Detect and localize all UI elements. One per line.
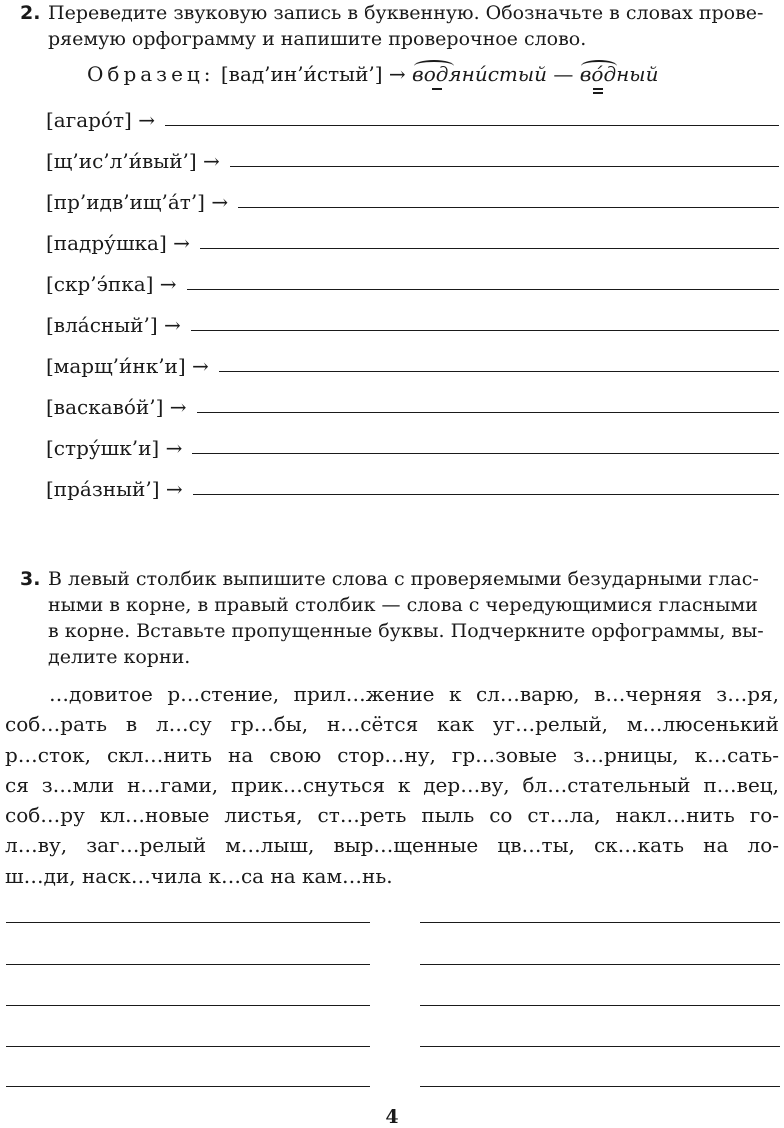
answer-line[interactable] [230, 166, 779, 167]
task-2-line: ряемую орфограмму и напишите проверочное слово. [48, 28, 587, 50]
exercise-row [46, 307, 779, 337]
left-column-line[interactable] [6, 1046, 370, 1047]
answer-line[interactable] [197, 412, 779, 413]
root-arc-mark [581, 60, 617, 72]
exercise-row [46, 348, 779, 378]
sample-line [87, 62, 658, 86]
answer-line[interactable] [187, 289, 779, 290]
transcription: [падру́шка] → [46, 231, 190, 255]
right-column-line[interactable] [420, 1086, 780, 1087]
transcription: [агаро́т] → [46, 108, 155, 132]
answer-line[interactable] [200, 248, 779, 249]
transcription: [пра́зный’] → [46, 477, 183, 501]
root-arc-mark [414, 60, 454, 72]
transcription: [вла́сный’] → [46, 313, 181, 337]
sample-dash: — [553, 62, 574, 86]
transcription: [щ’ис’л’и́вый’] → [46, 149, 220, 173]
arrow-icon: → [388, 62, 406, 86]
answer-line[interactable] [193, 494, 779, 495]
exercise-row [46, 471, 779, 501]
answer-line[interactable] [191, 330, 779, 331]
task-3-line: в корне. Вставьте пропущенные буквы. Подчеркните орфограммы, вы- [48, 620, 764, 642]
passage-line: ся з…мли н…гами, прик…снуться к дер…ву, бл…стательный п…вец, [5, 772, 779, 797]
passage-line: соб…рать в л…су гр…бы, н…сётся как уг…релый, м…люсенький [5, 712, 779, 737]
transcription: [васкаво́й’] → [46, 395, 187, 419]
transcription: [пр’идв’ищ’а́т’] → [46, 190, 229, 214]
passage-line: р…сток, скл…нить на свою стор…ну, гр…зовые з…рницы, к…сать- [5, 742, 779, 767]
transcription: [стру́шк’и] → [46, 436, 183, 460]
right-column-line[interactable] [420, 964, 780, 965]
task-3-line: делите корни. [48, 646, 191, 668]
orthogram-double-underline [593, 88, 603, 90]
exercise-row [46, 102, 779, 132]
page-number: 4 [385, 1106, 399, 1128]
task-2-number: 2. [20, 2, 41, 24]
task-3-instructions [8, 566, 780, 670]
answer-line[interactable] [192, 453, 779, 454]
sample-label: Образец: [87, 62, 215, 86]
left-column-line[interactable] [6, 964, 370, 965]
task-3-line: ными в корне, в правый столбик — слова с чередующимися гласными [48, 594, 758, 616]
left-column-line[interactable] [6, 1086, 370, 1087]
task-2-line: Переведите звуковую запись в буквенную. Обозначьте в словах прове- [48, 2, 764, 24]
exercise-row [46, 389, 779, 419]
sample-check-word: во́дный [580, 62, 659, 86]
sample-transcription: [вад’ин’и́стый’] [220, 62, 383, 86]
passage-line: л…ву, заг…релый м…лыш, выр…щенные цв…ты, ск…кать на ло- [5, 833, 779, 858]
answer-line[interactable] [219, 371, 779, 372]
left-column-line[interactable] [6, 1005, 370, 1006]
right-column-line[interactable] [420, 1005, 780, 1006]
exercise-row [46, 143, 779, 173]
exercise-row [46, 430, 779, 460]
transcription: [марщ’и́нк’и] → [46, 354, 209, 378]
task-2-instructions [8, 0, 780, 52]
exercise-row [46, 184, 779, 214]
exercise-row [46, 225, 779, 255]
passage-line: ш…ди, наск…чила к…са на кам…нь. [5, 863, 393, 888]
passage-line: соб…ру кл…новые листья, ст…реть пыль со ст…ла, накл…нить го- [5, 803, 779, 828]
left-column-line[interactable] [6, 922, 370, 923]
transcription: [скр’э́пка] → [46, 272, 177, 296]
right-column-line[interactable] [420, 922, 780, 923]
answer-line[interactable] [165, 125, 779, 126]
task-3-number: 3. [20, 568, 41, 590]
right-column-line[interactable] [420, 1046, 780, 1047]
answer-line[interactable] [238, 207, 779, 208]
task-3-line: В левый столбик выпишите слова с проверяемыми безударными глас- [48, 568, 759, 590]
exercise-row [46, 266, 779, 296]
passage-line: …довитое р…стение, прил…жение к сл…варю, в…черняя з…ря, [49, 682, 779, 706]
word-passage [5, 679, 779, 891]
orthogram-underline [432, 88, 442, 90]
sample-word: водяни́стый [412, 62, 547, 86]
